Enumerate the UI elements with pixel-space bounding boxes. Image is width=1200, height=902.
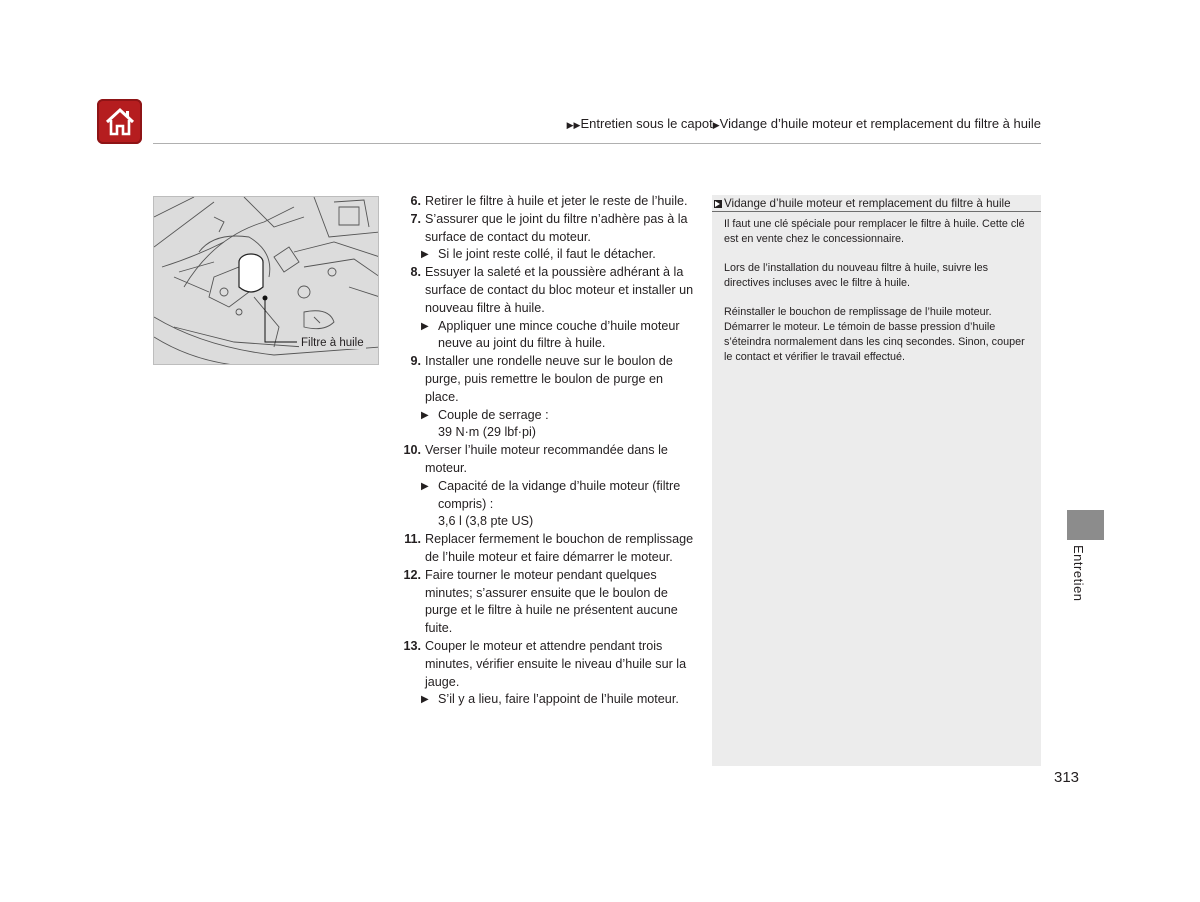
step-note-value: 39 N·m (29 lbf·pi) <box>438 425 536 440</box>
step-10 <box>396 442 696 531</box>
step-number: 13. <box>403 638 421 653</box>
bullet-arrow-icon <box>421 478 438 514</box>
bullet-arrow-icon <box>421 691 438 709</box>
step-number: 8. <box>410 265 421 280</box>
step-text: Retirer le filtre à huile et jeter le reste de l’huile. <box>425 194 688 208</box>
step-note-value: 3,6 l (3,8 pte US) <box>438 514 534 529</box>
sidebar-paragraph: Lors de l’installation du nouveau filtre à huile, suivre les directives incluses avec le filtre à huile. <box>724 262 989 289</box>
step-13 <box>396 638 696 709</box>
step-note: Capacité de la vidange d’huile moteur (filtre compris) : <box>438 478 681 511</box>
step-note: Appliquer une mince couche d’huile moteur neuve au joint du filtre à huile. <box>438 318 680 351</box>
page-number: 313 <box>1054 769 1080 786</box>
breadcrumb <box>567 116 1041 131</box>
breadcrumb-arrow-icon: ▶ <box>712 120 720 130</box>
step-text: Installer une rondelle neuve sur le boulon de purge, puis remettre le boulon de purge en place. <box>425 354 673 404</box>
breadcrumb-arrow-icon: ▶▶ <box>566 120 581 130</box>
sidebar-body <box>712 212 1041 365</box>
step-text: Essuyer la saleté et la poussière adhérant à la surface de contact du bloc moteur et installer un nouveau filtre à huile. <box>425 265 694 315</box>
step-7 <box>396 211 696 264</box>
bullet-arrow-icon <box>421 318 438 354</box>
bullet-arrow-icon <box>421 407 438 425</box>
step-number: 11. <box>404 532 421 547</box>
home-button[interactable] <box>97 99 142 144</box>
bullet-arrow-icon <box>421 246 438 264</box>
sidebar-paragraph: Il faut une clé spéciale pour remplacer le filtre à huile. Cette clé est en vente chez le concessionnaire. <box>724 218 1025 245</box>
header-divider <box>153 143 1041 144</box>
step-11 <box>396 531 696 567</box>
step-8 <box>396 264 696 353</box>
step-number: 9. <box>410 354 421 369</box>
engine-illustration <box>153 196 379 365</box>
step-text: Verser l’huile moteur recommandée dans le moteur. <box>425 443 668 475</box>
figure-callout-label: Filtre à huile <box>301 337 364 349</box>
step-text: Faire tourner le moteur pendant quelques minutes; s’assurer ensuite que le boulon de purge et le filtre à huile ne présentent aucune fuite. <box>425 567 678 636</box>
procedure-steps <box>396 193 696 709</box>
step-text: Couper le moteur et attendre pendant trois minutes, vérifier ensuite le niveau d’huile sur la jauge. <box>425 638 687 689</box>
step-9 <box>396 353 696 442</box>
reference-arrow-icon <box>714 200 722 208</box>
step-12 <box>396 567 696 638</box>
home-icon <box>104 107 136 137</box>
step-number: 6. <box>410 194 421 208</box>
step-note: S’il y a lieu, faire l’appoint de l’huile moteur. <box>438 692 679 707</box>
sidebar-heading <box>712 195 1041 212</box>
notes-sidebar <box>712 195 1041 766</box>
sidebar-title: Vidange d’huile moteur et remplacement du filtre à huile <box>724 197 1011 210</box>
breadcrumb-section[interactable]: Entretien sous le capot <box>580 116 713 131</box>
breadcrumb-page: Vidange d’huile moteur et remplacement du filtre à huile <box>719 116 1041 131</box>
step-number: 7. <box>410 211 421 226</box>
step-text: Replacer fermement le bouchon de remplissage de l’huile moteur et faire démarrer le moteur. <box>425 532 694 564</box>
sidebar-paragraph: Réinstaller le bouchon de remplissage de l’huile moteur. Démarrer le moteur. Le témoin de basse pression d’huile s’éteindra normalement dans les cinq secondes. Sinon, couper le contact et vérifier le travail effectué. <box>724 306 1025 363</box>
step-6 <box>396 193 696 211</box>
section-tab-label: Entretien <box>1071 545 1086 602</box>
step-number: 10. <box>403 443 421 458</box>
step-note: Si le joint reste collé, il faut le détacher. <box>438 247 656 262</box>
section-tab[interactable] <box>1067 510 1104 540</box>
step-text: S’assurer que le joint du filtre n’adhère pas à la surface de contact du moteur. <box>425 211 688 244</box>
step-note: Couple de serrage : <box>438 407 549 422</box>
step-number: 12. <box>403 567 421 582</box>
